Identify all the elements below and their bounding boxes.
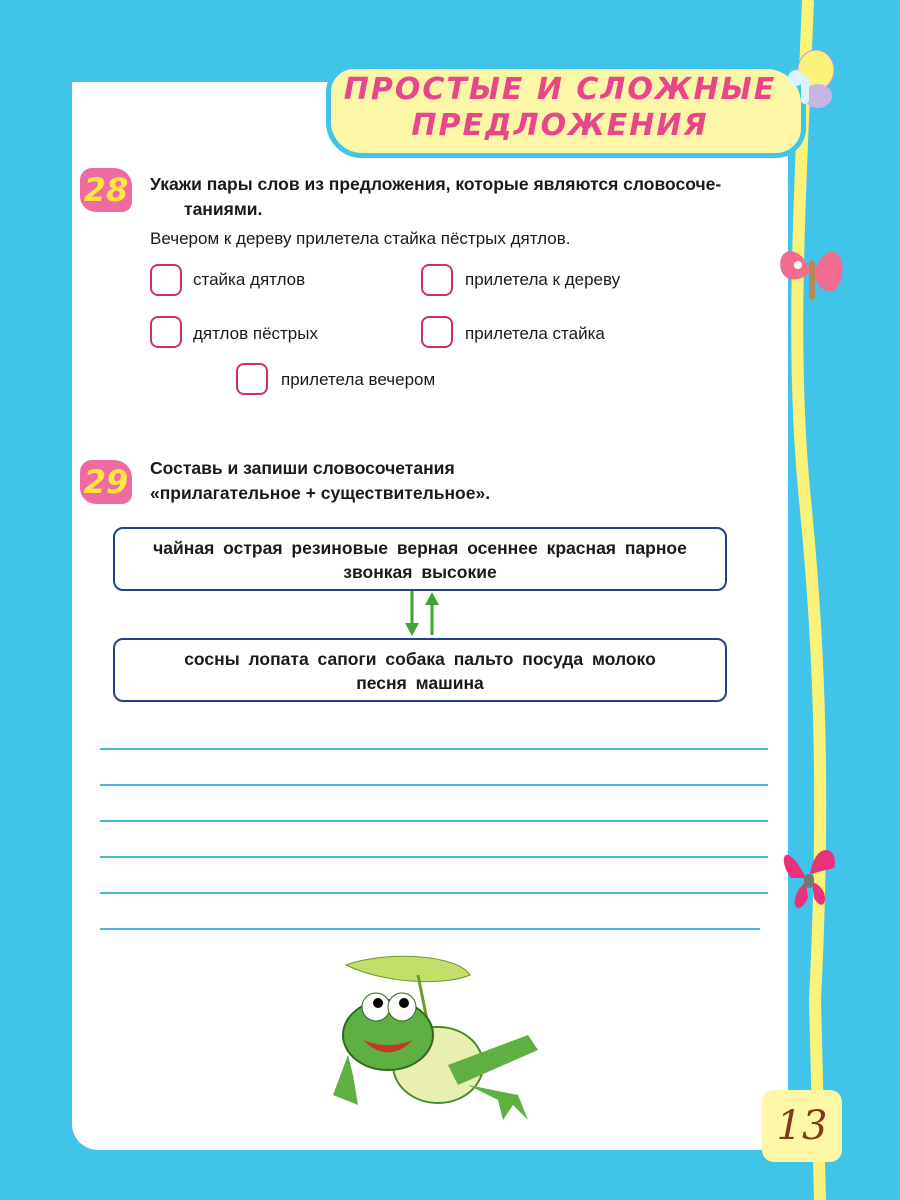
instruction-line: таниями. xyxy=(184,199,263,219)
nouns-line: сосны лопата сапоги собака пальто посуда молоко xyxy=(184,649,656,669)
option-checkbox[interactable] xyxy=(150,316,182,348)
option-checkbox[interactable] xyxy=(150,264,182,296)
task-29-instruction xyxy=(150,456,750,506)
answer-line[interactable] xyxy=(100,748,768,750)
page-number: 13 xyxy=(762,1090,842,1162)
task-28-number: 28 xyxy=(80,168,132,212)
option-checkbox[interactable] xyxy=(421,316,453,348)
option-checkbox[interactable] xyxy=(236,363,268,395)
option-label: дятлов пёстрых xyxy=(193,324,318,343)
red-butterfly-icon xyxy=(776,838,840,922)
nouns-line: песня машина xyxy=(356,673,484,693)
answer-line[interactable] xyxy=(100,856,768,858)
exchange-arrows-icon xyxy=(400,591,442,637)
instruction-line: Составь и запиши словосочетания xyxy=(150,458,455,478)
answer-line[interactable] xyxy=(100,784,768,786)
task-29-number: 29 xyxy=(80,460,132,504)
nouns-box xyxy=(113,638,727,702)
answer-line[interactable] xyxy=(100,892,768,894)
answer-line[interactable] xyxy=(100,928,760,930)
instruction-line: Укажи пары слов из предложения, которые являются словосоче- xyxy=(150,174,722,194)
option-label: прилетела стайка xyxy=(465,324,605,343)
adjectives-line: чайная острая резиновые верная осеннее красная парное xyxy=(153,538,687,558)
option-checkbox[interactable] xyxy=(421,264,453,296)
adjectives-line: звонкая высокие xyxy=(343,562,497,582)
page-title xyxy=(330,72,790,144)
option-label: стайка дятлов xyxy=(193,270,306,289)
task-28-instruction xyxy=(150,172,790,222)
adjectives-box xyxy=(113,527,727,591)
title-line-2: ПРЕДЛОЖЕНИЯ xyxy=(411,108,709,143)
instruction-line: «прилагательное + существительное». xyxy=(150,483,491,503)
butterfly-icon xyxy=(768,48,840,112)
frog-illustration xyxy=(328,955,548,1125)
pink-butterfly-icon xyxy=(776,240,846,306)
option-label: прилетела вечером xyxy=(281,370,436,389)
answer-line[interactable] xyxy=(100,820,768,822)
title-line-1: ПРОСТЫЕ И СЛОЖНЫЕ xyxy=(343,72,777,107)
task-28-sentence: Вечером к дереву прилетела стайка пёстрых дятлов. xyxy=(150,229,571,248)
option-label: прилетела к дереву xyxy=(465,270,621,289)
